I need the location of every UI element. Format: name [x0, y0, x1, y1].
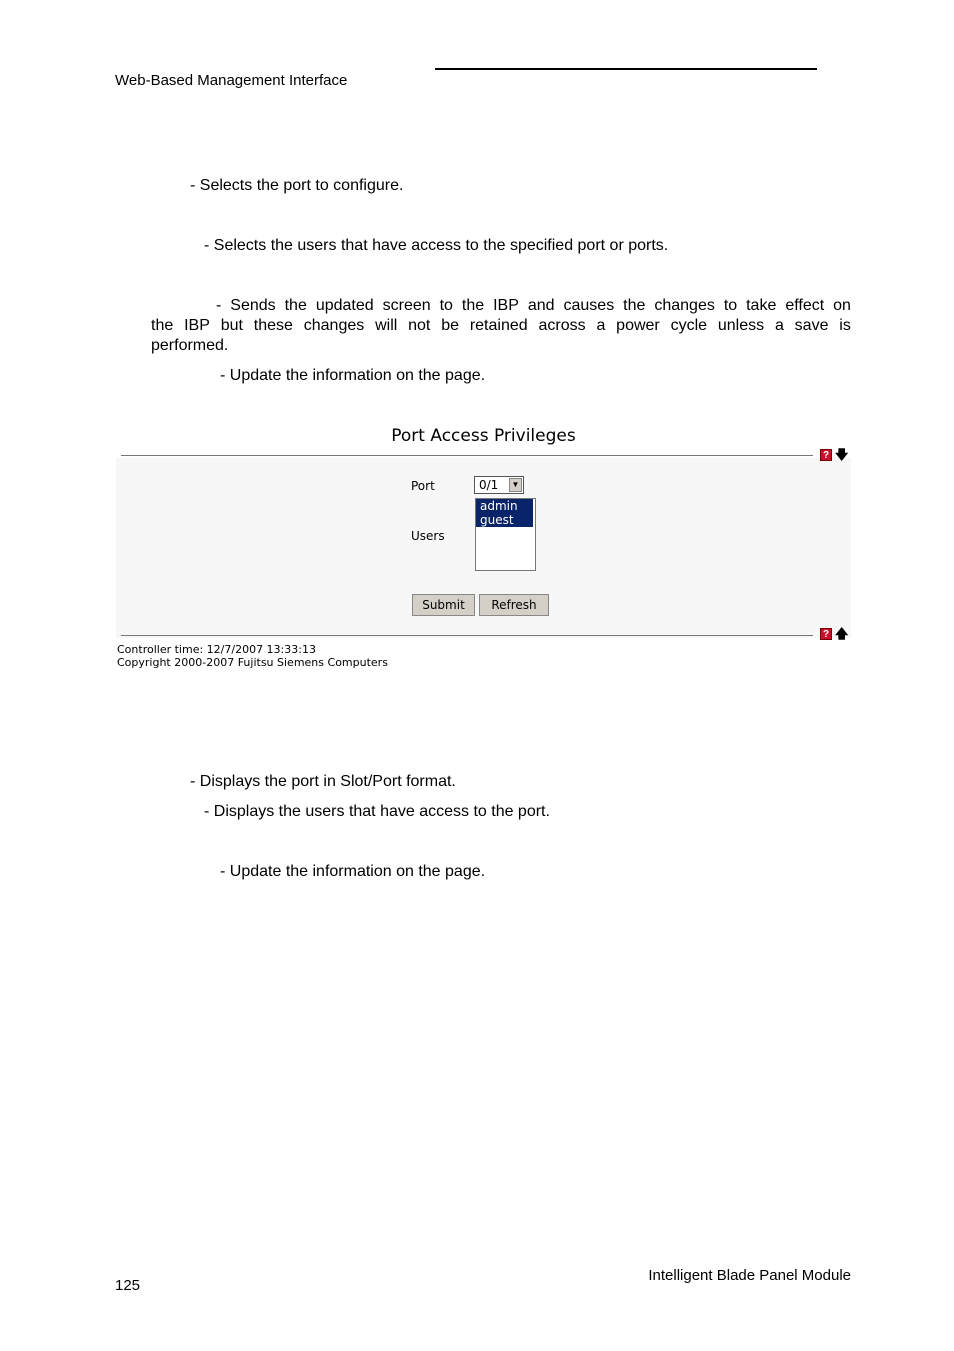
- bottom-rule: [121, 635, 813, 636]
- word: causes: [563, 297, 615, 314]
- header-title: Web-Based Management Interface: [115, 72, 348, 89]
- paragraph-port-select: - Selects the port to configure.: [190, 177, 404, 194]
- word: to: [723, 297, 738, 314]
- word: unless: [717, 317, 765, 334]
- word: the: [623, 297, 646, 314]
- word: and: [527, 297, 555, 314]
- word: across: [538, 317, 586, 334]
- copyright: Copyright 2000-2007 Fujitsu Siemens Computers: [117, 656, 388, 669]
- word: on: [833, 297, 851, 314]
- page-number: 125: [115, 1277, 141, 1294]
- screenshot-title: Port Access Privileges: [391, 426, 576, 446]
- submit-button[interactable]: Submit: [412, 594, 475, 616]
- top-rule: [121, 455, 813, 456]
- word: screen: [382, 297, 431, 314]
- port-label: Port: [411, 479, 435, 493]
- port-select[interactable]: [474, 476, 524, 494]
- word: a: [774, 317, 784, 334]
- word: the: [151, 317, 174, 334]
- controller-time: Controller time: 12/7/2007 13:33:13: [117, 643, 316, 656]
- paragraph-users-display: - Displays the users that have access to the port.: [204, 803, 550, 820]
- word: these: [253, 317, 293, 334]
- word: IBP: [184, 317, 210, 334]
- word: a: [596, 317, 606, 334]
- users-label: Users: [411, 529, 445, 543]
- arrow-up-icon[interactable]: 🡅: [835, 626, 849, 641]
- users-option-guest[interactable]: guest: [476, 513, 533, 527]
- word: to: [439, 297, 453, 314]
- paragraph-submit: [151, 296, 851, 356]
- word: take: [746, 297, 777, 314]
- arrow-down-icon[interactable]: 🡇: [835, 447, 849, 462]
- paragraph-refresh-display: - Update the information on the page.: [220, 863, 486, 880]
- port-select-value: 0/1: [479, 478, 499, 492]
- word: the: [284, 297, 307, 314]
- word: but: [220, 317, 243, 334]
- word: IBP: [493, 297, 519, 314]
- word: the: [461, 297, 485, 314]
- header-rule: [435, 68, 817, 70]
- users-option-admin[interactable]: admin: [476, 499, 533, 513]
- users-listbox[interactable]: [475, 498, 536, 571]
- paragraph-submit-line-1: [151, 296, 851, 316]
- paragraph-users-select: - Selects the users that have access to the specified port or ports.: [204, 237, 669, 254]
- word: save: [794, 317, 829, 334]
- footer-product: Intelligent Blade Panel Module: [648, 1267, 851, 1284]
- paragraph-refresh: - Update the information on the page.: [220, 367, 486, 384]
- paragraph-port-display: - Displays the port in Slot/Port format.: [190, 773, 456, 790]
- word: not: [408, 317, 431, 334]
- help-icon[interactable]: ?: [820, 449, 832, 461]
- word: retained: [469, 317, 528, 334]
- word: Sends: [230, 297, 276, 314]
- word: is: [839, 317, 851, 334]
- chevron-down-icon[interactable]: ▼: [509, 478, 522, 492]
- word: power: [616, 317, 660, 334]
- word: will: [375, 317, 398, 334]
- word: cycle: [670, 317, 708, 334]
- word: -: [216, 297, 222, 314]
- word: updated: [315, 297, 374, 314]
- paragraph-submit-line-3: performed.: [151, 337, 229, 354]
- screenshot-footer: [117, 643, 388, 669]
- word: be: [441, 317, 459, 334]
- word: changes: [303, 317, 365, 334]
- word: changes: [654, 297, 715, 314]
- refresh-button[interactable]: Refresh: [479, 594, 549, 616]
- screenshot-port-access-privileges: [116, 420, 851, 680]
- word: effect: [785, 297, 825, 314]
- help-icon-bottom[interactable]: ?: [820, 628, 832, 640]
- paragraph-submit-line-2: [151, 316, 851, 336]
